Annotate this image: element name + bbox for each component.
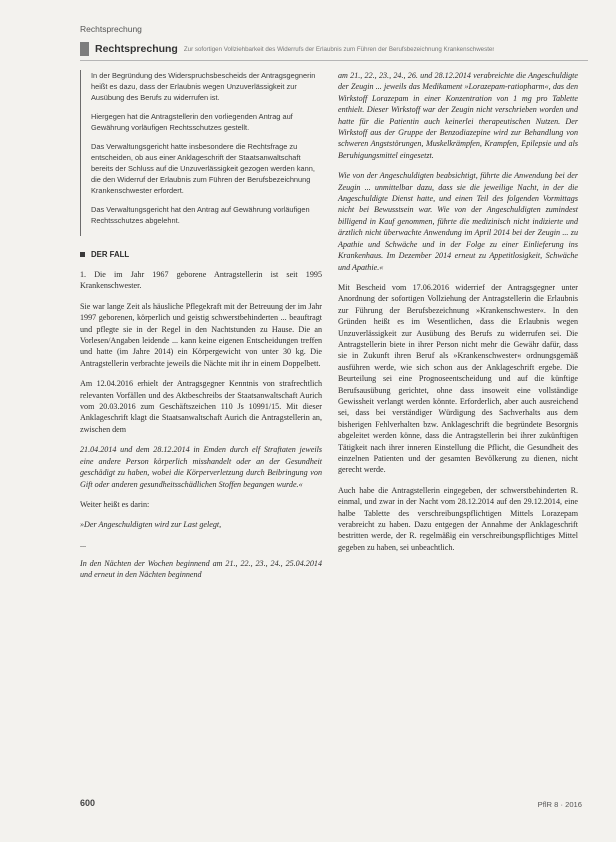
summary-paragraph: Das Verwaltungsgericht hat den Antrag auf Gewährung vorläufigen Rechtsschutzes abgelehnt. <box>91 205 310 225</box>
summary-paragraph: Hiergegen hat die Antragstellerin den vorliegenden Antrag auf Gewährung vorläufigen Rechtsschutzes gestellt. <box>91 112 293 132</box>
header-rule <box>80 60 588 61</box>
page-number: 600 <box>80 798 96 808</box>
body-paragraph: Auch habe die Antragstellerin eingegeben, der schwerstbehinderten R. einmal, und zwar in der Nacht vom 28.12.2014 auf den 29.12.2014, eine halbe Tablette des verschreibungspflichtigen Mittels Lorazepam verabreicht zu haben. Dazu entgegen der Annahme der Anklageschrift bestritten werde, der R. regelmäßig ein verschreibungspflichtiges Mittel gegeben zu haben, sei unbeachtlich. <box>338 485 578 552</box>
body-paragraph: Wie von der Angeschuldigten beabsichtigt, führte die Anwendung bei der Zeugin ... unmittelbar dazu, dass sie die jeweilige Nacht, in der die Angeschuldigte Dienst hatte, und einen Teil des folgenden Vormittags nicht bei Bewusstsein war. Wie von der Angeschuldigten zumindest billigend in Kauf genommen, führte die medizinisch nicht indizierte und ärztlich nicht überwachte Anwendung im April 2014 bei der Zeugin ... zu Apathie und Schwäche und in der Folge zu einer Einlieferung ins Krankenhaus. Im Dezember 2014 erneut zu Appetitlosigkeit, Schwäche und Apathie.« <box>338 171 578 272</box>
body-paragraph: am 21., 22., 23., 24., 26. und 28.12.2014 verabreichte die Angeschuldigte der Zeugin ... jeweils das Medikament »Lorazepam-ratiopharm«, das den Wirkstoff Lorazepam in einer Konzentration von 1 mg pro Tablette enthielt. Dieser Wirkstoff war der Zeugin nicht verschrieben worden und hatte für die Patientin auch keinerlei therapeutischen Nutzen. Der Wirkstoff aus der Gruppe der Benzodiazepine wird zur Behandlung von schweren Angststörungen, Muskelkrämpfen, Krampfen, Epilepsie und als Beruhigungsmittel eingesetzt. <box>338 71 578 160</box>
masthead <box>80 40 588 58</box>
right-column <box>338 70 578 562</box>
summary-box <box>80 70 322 236</box>
body-paragraph: In den Nächten der Wochen beginnend am 21., 22., 23., 24., 25.04.2014 und erneut in den Nächten beginnend <box>80 558 322 580</box>
square-bullet-icon <box>80 252 85 257</box>
journal-reference: PflR 8 · 2016 <box>537 800 582 809</box>
body-paragraph: Weiter heißt es darin: <box>80 499 150 509</box>
body-paragraph: Am 12.04.2016 erhielt der Antragsgegner Kenntnis von strafrechtlich relevanten Vorfällen und des Aktbeschreibs der Staatsanwaltschaft Aurich vom 20.03.2016 zum Geschäftszeichen 110 Js 10991/15. Mit dieser Anklageschrift klagt die Staatsanwaltschaft Aurich die Antragstellerin an, zwischen dem <box>80 379 322 434</box>
body-paragraph: Sie war lange Zeit als häusliche Pflegekraft mit der Betreuung der im Jahr 1997 geborenen, körperlich und geistig schwerstbehinderten ... beauftragt und pflegte sie in der Regel in den Nachtstunden zu Hause. Die an Vorlesen/Angaben leidende ... kann keine eigenen Entscheidungen treffen und hatte (im Jahre 2014) ein Körpergewicht von unter 30 kg. Die Antragstellerin verbrachte jeweils die Nächte mit ihr in einem Doppelbett. <box>80 301 322 368</box>
running-head: Rechtsprechung <box>80 24 142 34</box>
section-title: Rechtsprechung <box>95 43 178 55</box>
left-column <box>80 70 322 590</box>
section-subtitle: Zur sofortigen Vollziehbarkeit des Widerrufs der Erlaubnis zum Führen der Berufsbezeichnung Krankenschwester <box>183 45 495 53</box>
body-paragraph: 1. Die im Jahr 1967 geborene Antragstellerin ist seit 1995 Krankenschwester. <box>80 270 322 291</box>
section-heading-label: DER FALL <box>91 250 130 259</box>
ellipsis-marker: ... <box>80 539 87 549</box>
section-marker <box>80 42 89 56</box>
body-paragraph: 21.04.2014 und dem 28.12.2014 in Emden durch elf Straftaten jeweils eine andere Person körperlich misshandelt oder an der Gesundheit geschädigt zu haben, wobei die Körperverletzung durch Beibringung von Gift oder anderen gesundheitsschädlichen Stoffen begangen wurde.« <box>80 445 322 489</box>
summary-paragraph: Das Verwaltungsgericht hatte insbesondere die Rechtsfrage zu entscheiden, ob aus einer Anklageschrift der Staatsanwaltschaft bereits der Schluss auf die Unzuverlässigkeit gezogen werden kann, die den Widerruf der Erlaubnis zum Führen der Berufsbezeichnung Krankenschwester erfordert. <box>91 142 315 195</box>
left-body <box>80 269 322 581</box>
summary-paragraph: In der Begründung des Widerspruchsbescheids der Antragsgegnerin heißt es dazu, dass der Erlaubnis wegen Unzuverlässigkeit zur Ausübung des Berufs zu widerrufen ist. <box>91 71 316 102</box>
section-heading <box>80 250 322 259</box>
body-paragraph: Mit Bescheid vom 17.06.2016 widerrief der Antragsgegner unter Anordnung der sofortigen Vollziehung der Antragstellerin die Erlaubnis zur Führung der Berufsbezeichnung »Krankenschwester«. In den Gründen heißt es im Wesentlichen, dass die Erlaubnis wegen Unzuverlässigkeit zur Ausübung des Berufs zu widerrufen sei. Die Antragstellerin biete in ihrer Person nicht mehr die Gewähr dafür, dass sie in Zukunft ihren Beruf als »Krankenschwester« ordnungsgemäß ausführen werde, wie sich schon aus der Anklageschrift ergebe. Die Beurteilung sei eine Prognoseentscheidung und auf die künftige Berufsausübung gerichtet, ohne dass insoweit eine vollständige Gewissheit verlangt werden könnte. Erforderlich, aber auch ausreichend sei, dass bei verständiger Würdigung des Sachverhalts aus dem bisherigen Fehlverhalten bzw. Anklageschrift die begründete Besorgnis abgeleitet werden könne, dass die Antragstellerin bei ihrer zukünftigen Tätigkeit nach ihrer inneren Einstellung die Pflicht, die Gesundheit des einzelnen Patienten und der gesamten Bevölkerung zu dienen, nicht gerecht werde. <box>338 282 578 475</box>
right-body <box>338 70 578 553</box>
body-paragraph: »Der Angeschuldigten wird zur Last gelegt, <box>80 520 222 530</box>
